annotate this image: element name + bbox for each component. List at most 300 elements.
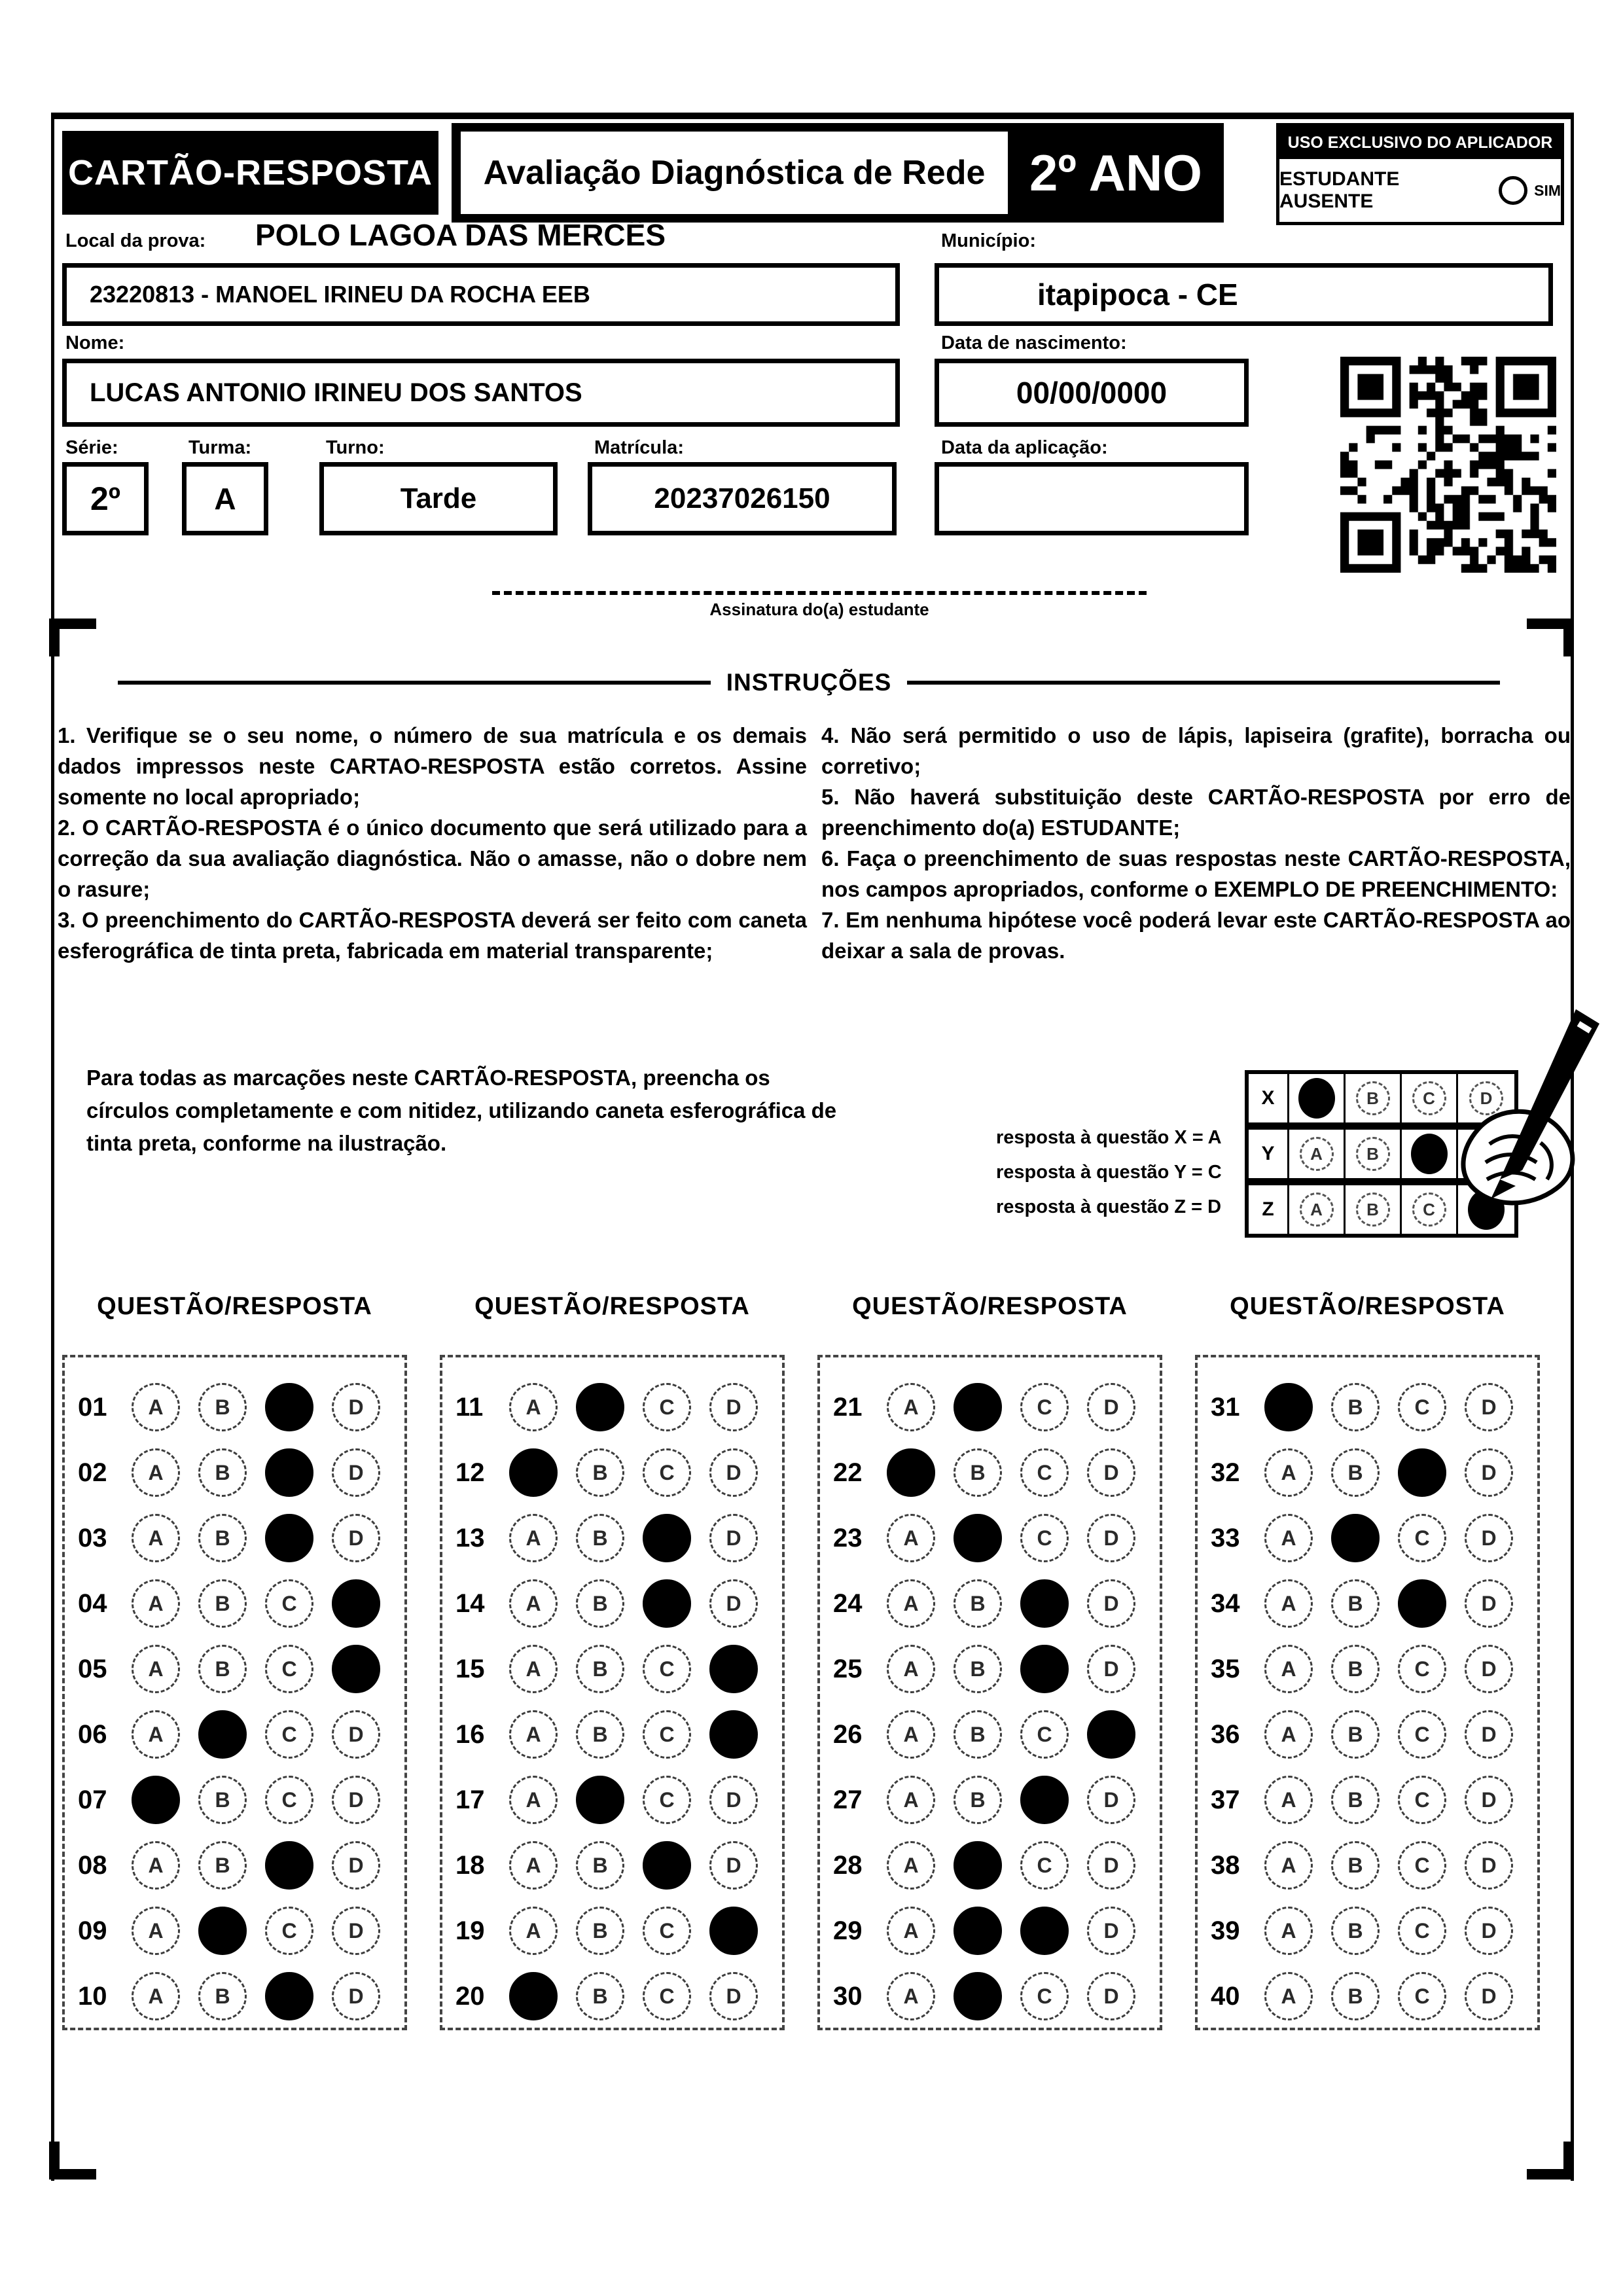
header-band — [452, 123, 1224, 223]
answer-bubble-02-B[interactable]: B — [198, 1448, 247, 1497]
answer-bubble-22-D[interactable]: D — [1087, 1448, 1135, 1497]
question-row-38 — [1198, 1833, 1537, 1898]
answer-bubble-04-A[interactable]: A — [132, 1579, 180, 1628]
answer-bubble-04-B[interactable]: B — [198, 1579, 247, 1628]
answer-bubble-31-B[interactable]: B — [1331, 1383, 1380, 1431]
local-value: POLO LAGOA DAS MERCÊS — [255, 218, 666, 252]
nascimento-field: 00/00/0000 — [935, 359, 1249, 427]
question-row-14 — [442, 1571, 782, 1636]
answer-column-title: QUESTÃO/RESPOSTA — [852, 1293, 1128, 1320]
corner-mark-top-right — [1527, 619, 1574, 656]
question-row-34 — [1198, 1571, 1537, 1636]
question-row-03 — [65, 1505, 404, 1571]
instructions-rule-left — [118, 681, 711, 685]
question-row-11 — [442, 1374, 782, 1440]
answer-grid — [817, 1355, 1162, 2030]
question-number: 34 — [1211, 1588, 1240, 1618]
question-number: 18 — [455, 1850, 485, 1880]
answer-bubble-01-A[interactable]: A — [132, 1383, 180, 1431]
question-number: 15 — [455, 1654, 485, 1683]
example-bubble-X-D: D — [1469, 1081, 1503, 1115]
answer-bubble-05-A[interactable]: A — [132, 1645, 180, 1693]
answer-bubble-07-C[interactable]: C — [265, 1776, 313, 1824]
answer-bubble-25-C[interactable] — [1020, 1645, 1069, 1693]
answer-bubble-26-A[interactable]: A — [887, 1710, 935, 1759]
hand-pen-illustration — [1400, 1008, 1610, 1230]
answer-bubble-25-D[interactable]: D — [1087, 1645, 1135, 1693]
instruction-item-7: 7. Em nenhuma hipótese você poderá levar este CARTÃO-RESPOSTA ao deixar a sala de provas. — [821, 908, 1571, 963]
answer-bubble-29-D[interactable]: D — [1087, 1907, 1135, 1955]
answer-bubble-38-B[interactable]: B — [1331, 1841, 1380, 1890]
answer-bubble-26-D[interactable] — [1087, 1710, 1135, 1759]
question-row-23 — [820, 1505, 1160, 1571]
answer-bubble-05-B[interactable]: B — [198, 1645, 247, 1693]
answer-bubble-40-A[interactable]: A — [1264, 1972, 1313, 2020]
question-row-06 — [65, 1702, 404, 1767]
nascimento-label: Data de nascimento: — [941, 332, 1127, 353]
answer-bubble-15-D[interactable] — [709, 1645, 758, 1693]
student-absent-label: ESTUDANTE AUSENTE — [1279, 168, 1400, 212]
examiner-box — [1276, 123, 1564, 225]
answer-bubble-21-D[interactable]: D — [1087, 1383, 1135, 1431]
question-number: 26 — [833, 1719, 863, 1749]
answer-bubble-21-B[interactable] — [954, 1383, 1002, 1431]
answer-bubble-15-A[interactable]: A — [509, 1645, 558, 1693]
question-row-18 — [442, 1833, 782, 1898]
answer-bubble-06-C[interactable]: C — [265, 1710, 313, 1759]
answer-bubble-07-A[interactable] — [132, 1776, 180, 1824]
question-number: 06 — [78, 1719, 107, 1749]
answer-bubble-36-D[interactable]: D — [1465, 1710, 1513, 1759]
instructions-header — [118, 669, 1500, 696]
municipio-label: Município: — [941, 230, 1036, 251]
answer-bubble-40-C[interactable]: C — [1398, 1972, 1446, 2020]
answer-bubble-07-D[interactable]: D — [332, 1776, 380, 1824]
corner-mark-bottom-left — [49, 2142, 96, 2179]
signature-line[interactable] — [492, 591, 1147, 595]
answer-bubble-17-A[interactable]: A — [509, 1776, 558, 1824]
question-row-17 — [442, 1767, 782, 1833]
example-bubble-Z-C: C — [1412, 1193, 1446, 1227]
answer-bubble-21-C[interactable]: C — [1020, 1383, 1069, 1431]
question-number: 35 — [1211, 1654, 1240, 1683]
answer-column — [817, 1293, 1162, 2030]
answer-bubble-29-A[interactable]: A — [887, 1907, 935, 1955]
question-row-36 — [1198, 1702, 1537, 1767]
example-bubble-Z-B: B — [1356, 1193, 1390, 1227]
answer-bubble-20-A[interactable] — [509, 1972, 558, 2020]
answer-bubble-23-D[interactable]: D — [1087, 1514, 1135, 1562]
answer-bubble-16-C[interactable]: C — [643, 1710, 691, 1759]
municipio-field: itapipoca - CE — [935, 263, 1553, 326]
question-number: 32 — [1211, 1458, 1240, 1487]
examiner-box-title: USO EXCLUSIVO DO APLICADOR — [1279, 126, 1561, 159]
answer-bubble-33-B[interactable] — [1331, 1514, 1380, 1562]
answer-bubble-35-B[interactable]: B — [1331, 1645, 1380, 1693]
answer-column-title: QUESTÃO/RESPOSTA — [474, 1293, 750, 1320]
question-number: 14 — [455, 1588, 485, 1618]
answer-bubble-29-C[interactable] — [1020, 1907, 1069, 1955]
student-absent-yes-label: SIM — [1534, 181, 1561, 199]
answer-bubble-34-B[interactable]: B — [1331, 1579, 1380, 1628]
answer-bubble-13-B[interactable]: B — [576, 1514, 624, 1562]
question-row-21 — [820, 1374, 1160, 1440]
answer-bubble-35-C[interactable]: C — [1398, 1645, 1446, 1693]
question-number: 36 — [1211, 1719, 1240, 1749]
answer-bubble-30-B[interactable] — [954, 1972, 1002, 2020]
answer-bubble-28-A[interactable]: A — [887, 1841, 935, 1890]
answer-bubble-34-C[interactable] — [1398, 1579, 1446, 1628]
answer-bubble-36-B[interactable]: B — [1331, 1710, 1380, 1759]
instruction-item-5: 5. Não haverá substituição deste CARTÃO-RESPOSTA por erro de preenchimento do(a) ESTUDANTE; — [821, 785, 1571, 840]
answer-bubble-01-C[interactable] — [265, 1383, 313, 1431]
turma-field: A — [182, 462, 268, 535]
answer-bubble-24-D[interactable]: D — [1087, 1579, 1135, 1628]
answer-bubble-38-C[interactable]: C — [1398, 1841, 1446, 1890]
answer-bubble-06-A[interactable]: A — [132, 1710, 180, 1759]
answer-bubble-39-B[interactable]: B — [1331, 1907, 1380, 1955]
question-number: 21 — [833, 1392, 863, 1422]
answer-bubble-37-B[interactable]: B — [1331, 1776, 1380, 1824]
answer-bubble-06-B[interactable] — [198, 1710, 247, 1759]
nome-label: Nome: — [65, 332, 125, 353]
instructions-right-column — [821, 720, 1571, 966]
answer-bubble-04-D[interactable] — [332, 1579, 380, 1628]
answer-bubble-23-C[interactable]: C — [1020, 1514, 1069, 1562]
answer-bubble-35-A[interactable]: A — [1264, 1645, 1313, 1693]
answer-bubble-27-D[interactable]: D — [1087, 1776, 1135, 1824]
question-row-27 — [820, 1767, 1160, 1833]
question-row-15 — [442, 1636, 782, 1702]
answer-bubble-32-D[interactable]: D — [1465, 1448, 1513, 1497]
answer-bubble-10-B[interactable]: B — [198, 1972, 247, 2020]
answer-bubble-02-A[interactable]: A — [132, 1448, 180, 1497]
answer-bubble-18-A[interactable]: A — [509, 1841, 558, 1890]
answer-bubble-31-D[interactable]: D — [1465, 1383, 1513, 1431]
example-bubble-Z-A: A — [1300, 1193, 1334, 1227]
instruction-item-4: 4. Não será permitido o uso de lápis, lapiseira (grafite), borracha ou corretivo; — [821, 723, 1571, 778]
question-number: 03 — [78, 1523, 107, 1552]
answer-bubble-07-B[interactable]: B — [198, 1776, 247, 1824]
instruction-item-2: 2. O CARTÃO-RESPOSTA é o único documento que será utilizado para a correção da sua avaliação diagnóstica. Não o amasse, não o dobre nem o rasure; — [58, 816, 807, 901]
example-intro: Para todas as marcações neste CARTÃO-RESPOSTA, preencha os círculos completamente e com nitidez, utilizando caneta esferográfica de tinta preta, conforme na ilustração. — [86, 1066, 837, 1155]
question-row-25 — [820, 1636, 1160, 1702]
question-number: 27 — [833, 1785, 863, 1814]
answer-bubble-27-B[interactable]: B — [954, 1776, 1002, 1824]
question-number: 25 — [833, 1654, 863, 1683]
serie-field: 2º — [62, 462, 149, 535]
example-row-label: Z — [1249, 1185, 1289, 1234]
answer-bubble-19-D[interactable] — [709, 1907, 758, 1955]
question-number: 13 — [455, 1523, 485, 1552]
question-number: 33 — [1211, 1523, 1240, 1552]
answer-bubble-35-D[interactable]: D — [1465, 1645, 1513, 1693]
answer-bubble-30-A[interactable]: A — [887, 1972, 935, 2020]
answer-bubble-17-D[interactable]: D — [709, 1776, 758, 1824]
question-row-32 — [1198, 1440, 1537, 1505]
answer-bubble-11-D[interactable]: D — [709, 1383, 758, 1431]
corner-mark-bottom-right — [1527, 2142, 1574, 2179]
instructions-left-column — [58, 720, 807, 966]
question-number: 16 — [455, 1719, 485, 1749]
instruction-item-6: 6. Faça o preenchimento de suas respostas neste CARTÃO-RESPOSTA, nos campos apropriados, conforme o EXEMPLO DE PREENCHIMENTO: — [821, 846, 1571, 901]
answer-bubble-15-B[interactable]: B — [576, 1645, 624, 1693]
answer-bubble-31-C[interactable]: C — [1398, 1383, 1446, 1431]
answer-bubble-19-A[interactable]: A — [509, 1907, 558, 1955]
answer-bubble-30-D[interactable]: D — [1087, 1972, 1135, 2020]
instruction-item-3: 3. O preenchimento do CARTÃO-RESPOSTA deverá ser feito com caneta esferográfica de tinta preta, fabricada em material transparente; — [58, 908, 807, 963]
answer-bubble-18-B[interactable]: B — [576, 1841, 624, 1890]
grade-badge: 2º ANO — [1029, 143, 1202, 202]
answer-bubble-37-C[interactable]: C — [1398, 1776, 1446, 1824]
answer-bubble-15-C[interactable]: C — [643, 1645, 691, 1693]
answer-bubble-23-A[interactable]: A — [887, 1514, 935, 1562]
answer-bubble-22-C[interactable]: C — [1020, 1448, 1069, 1497]
question-row-24 — [820, 1571, 1160, 1636]
question-number: 11 — [455, 1392, 484, 1422]
answer-bubble-10-A[interactable]: A — [132, 1972, 180, 2020]
answer-bubble-39-A[interactable]: A — [1264, 1907, 1313, 1955]
answer-bubble-30-C[interactable]: C — [1020, 1972, 1069, 2020]
question-row-01 — [65, 1374, 404, 1440]
answer-grid — [440, 1355, 785, 2030]
question-number: 08 — [78, 1850, 107, 1880]
answer-bubble-08-C[interactable] — [265, 1841, 313, 1890]
answer-bubble-09-A[interactable]: A — [132, 1907, 180, 1955]
aplicacao-label: Data da aplicação: — [941, 437, 1108, 458]
answer-bubble-11-C[interactable]: C — [643, 1383, 691, 1431]
answer-bubble-11-A[interactable]: A — [509, 1383, 558, 1431]
question-row-12 — [442, 1440, 782, 1505]
answer-bubble-37-D[interactable]: D — [1465, 1776, 1513, 1824]
answer-bubble-18-C[interactable] — [643, 1841, 691, 1890]
question-number: 12 — [455, 1458, 485, 1487]
answer-bubble-14-A[interactable]: A — [509, 1579, 558, 1628]
answer-bubble-23-B[interactable] — [954, 1514, 1002, 1562]
answer-bubble-03-A[interactable]: A — [132, 1514, 180, 1562]
turma-label: Turma: — [188, 437, 252, 458]
answer-bubble-12-D[interactable]: D — [709, 1448, 758, 1497]
answer-bubble-01-B[interactable]: B — [198, 1383, 247, 1431]
student-absent-bubble[interactable] — [1499, 176, 1527, 205]
answer-bubble-34-D[interactable]: D — [1465, 1579, 1513, 1628]
answer-bubble-36-A[interactable]: A — [1264, 1710, 1313, 1759]
question-row-40 — [1198, 1964, 1537, 2029]
example-legend — [996, 1121, 1222, 1225]
nome-field: LUCAS ANTONIO IRINEU DOS SANTOS — [62, 359, 900, 427]
question-row-02 — [65, 1440, 404, 1505]
answer-column — [440, 1293, 785, 2030]
answer-bubble-17-C[interactable]: C — [643, 1776, 691, 1824]
answers-section — [62, 1293, 1540, 2030]
question-number: 38 — [1211, 1850, 1240, 1880]
question-number: 24 — [833, 1588, 863, 1618]
answer-bubble-12-B[interactable]: B — [576, 1448, 624, 1497]
signature-caption: Assinatura do(a) estudante — [709, 600, 929, 619]
answer-bubble-28-D[interactable]: D — [1087, 1841, 1135, 1890]
answer-bubble-29-B[interactable] — [954, 1907, 1002, 1955]
question-row-08 — [65, 1833, 404, 1898]
answer-bubble-09-D[interactable]: D — [332, 1907, 380, 1955]
answer-bubble-26-C[interactable]: C — [1020, 1710, 1069, 1759]
answer-bubble-08-B[interactable]: B — [198, 1841, 247, 1890]
example-bubble-Y-A: A — [1300, 1137, 1334, 1171]
instruction-item-1: 1. Verifique se o seu nome, o número de sua matrícula e os demais dados impressos neste CARTAO-RESPOSTA estão corretos. Assine somente no local apropriado; — [58, 723, 807, 809]
answer-bubble-34-A[interactable]: A — [1264, 1579, 1313, 1628]
question-row-16 — [442, 1702, 782, 1767]
answer-bubble-01-D[interactable]: D — [332, 1383, 380, 1431]
frame-left-rule — [51, 113, 54, 2181]
answer-bubble-24-C[interactable] — [1020, 1579, 1069, 1628]
answer-bubble-08-D[interactable]: D — [332, 1841, 380, 1890]
answer-bubble-22-A[interactable] — [887, 1448, 935, 1497]
question-row-04 — [65, 1571, 404, 1636]
example-bubble-X-C: C — [1412, 1081, 1446, 1115]
question-number: 23 — [833, 1523, 863, 1552]
answer-bubble-33-D[interactable]: D — [1465, 1514, 1513, 1562]
answer-bubble-11-B[interactable] — [576, 1383, 624, 1431]
frame-top-rule — [51, 113, 1574, 119]
answer-bubble-39-C[interactable]: C — [1398, 1907, 1446, 1955]
question-row-31 — [1198, 1374, 1537, 1440]
question-number: 10 — [78, 1981, 107, 2011]
card-title: CARTÃO-RESPOSTA — [62, 131, 438, 215]
answer-bubble-03-C[interactable] — [265, 1514, 313, 1562]
question-row-10 — [65, 1964, 404, 2029]
answer-bubble-27-C[interactable] — [1020, 1776, 1069, 1824]
question-row-05 — [65, 1636, 404, 1702]
question-row-35 — [1198, 1636, 1537, 1702]
question-number: 02 — [78, 1458, 107, 1487]
answer-bubble-20-B[interactable]: B — [576, 1972, 624, 2020]
answer-bubble-18-D[interactable]: D — [709, 1841, 758, 1890]
corner-mark-top-left — [49, 619, 96, 656]
answer-bubble-32-B[interactable]: B — [1331, 1448, 1380, 1497]
question-number: 22 — [833, 1458, 863, 1487]
assessment-title: Avaliação Diagnóstica de Rede — [461, 132, 1008, 214]
answer-bubble-16-B[interactable]: B — [576, 1710, 624, 1759]
answer-bubble-10-D[interactable]: D — [332, 1972, 380, 2020]
answer-bubble-20-C[interactable]: C — [643, 1972, 691, 2020]
answer-bubble-10-C[interactable] — [265, 1972, 313, 2020]
answer-bubble-37-A[interactable]: A — [1264, 1776, 1313, 1824]
answer-bubble-03-B[interactable]: B — [198, 1514, 247, 1562]
answer-bubble-40-B[interactable]: B — [1331, 1972, 1380, 2020]
answer-bubble-06-D[interactable]: D — [332, 1710, 380, 1759]
answer-bubble-14-D[interactable]: D — [709, 1579, 758, 1628]
answer-bubble-02-C[interactable] — [265, 1448, 313, 1497]
example-row-label: X — [1249, 1074, 1289, 1122]
answer-bubble-09-C[interactable]: C — [265, 1907, 313, 1955]
answer-column-title: QUESTÃO/RESPOSTA — [1230, 1293, 1505, 1320]
answer-bubble-19-B[interactable]: B — [576, 1907, 624, 1955]
question-number: 28 — [833, 1850, 863, 1880]
answer-bubble-28-B[interactable] — [954, 1841, 1002, 1890]
answer-bubble-16-D[interactable] — [709, 1710, 758, 1759]
question-row-19 — [442, 1898, 782, 1964]
matricula-label: Matrícula: — [594, 437, 684, 458]
answer-bubble-13-A[interactable]: A — [509, 1514, 558, 1562]
question-row-07 — [65, 1767, 404, 1833]
question-number: 30 — [833, 1981, 863, 2011]
answer-bubble-31-A[interactable] — [1264, 1383, 1313, 1431]
answer-bubble-04-C[interactable]: C — [265, 1579, 313, 1628]
turno-field: Tarde — [319, 462, 558, 535]
answer-bubble-25-B[interactable]: B — [954, 1645, 1002, 1693]
question-row-37 — [1198, 1767, 1537, 1833]
question-number: 09 — [78, 1916, 107, 1945]
answer-bubble-33-C[interactable]: C — [1398, 1514, 1446, 1562]
answer-bubble-32-A[interactable]: A — [1264, 1448, 1313, 1497]
answer-bubble-16-A[interactable]: A — [509, 1710, 558, 1759]
answer-bubble-38-A[interactable]: A — [1264, 1841, 1313, 1890]
answer-bubble-05-C[interactable]: C — [265, 1645, 313, 1693]
answer-bubble-17-B[interactable] — [576, 1776, 624, 1824]
instructions-body — [58, 720, 1571, 966]
answer-bubble-26-B[interactable]: B — [954, 1710, 1002, 1759]
example-row-label: Y — [1249, 1130, 1289, 1178]
question-number: 29 — [833, 1916, 863, 1945]
answer-bubble-33-A[interactable]: A — [1264, 1514, 1313, 1562]
instructions-title: INSTRUÇÕES — [726, 669, 892, 696]
instructions-rule-right — [907, 681, 1500, 685]
turno-label: Turno: — [326, 437, 385, 458]
answer-bubble-25-A[interactable]: A — [887, 1645, 935, 1693]
answer-bubble-13-C[interactable] — [643, 1514, 691, 1562]
answer-bubble-14-C[interactable] — [643, 1579, 691, 1628]
answer-bubble-36-C[interactable]: C — [1398, 1710, 1446, 1759]
local-label: Local da prova: — [65, 230, 206, 251]
question-row-13 — [442, 1505, 782, 1571]
answer-bubble-22-B[interactable]: B — [954, 1448, 1002, 1497]
example-bubble-X-A — [1298, 1078, 1335, 1119]
question-number: 20 — [455, 1981, 485, 2011]
answer-bubble-13-D[interactable]: D — [709, 1514, 758, 1562]
answer-grid — [1195, 1355, 1540, 2030]
answer-bubble-21-A[interactable]: A — [887, 1383, 935, 1431]
matricula-field: 20237026150 — [588, 462, 897, 535]
question-number: 07 — [78, 1785, 107, 1814]
question-row-30 — [820, 1964, 1160, 2029]
answer-bubble-12-A[interactable] — [509, 1448, 558, 1497]
answer-bubble-40-D[interactable]: D — [1465, 1972, 1513, 2020]
answer-column — [62, 1293, 407, 2030]
question-number: 04 — [78, 1588, 107, 1618]
answer-bubble-24-A[interactable]: A — [887, 1579, 935, 1628]
question-number: 37 — [1211, 1785, 1240, 1814]
answer-bubble-08-A[interactable]: A — [132, 1841, 180, 1890]
answer-bubble-28-C[interactable]: C — [1020, 1841, 1069, 1890]
answer-bubble-14-B[interactable]: B — [576, 1579, 624, 1628]
example-bubble-Y-B: B — [1356, 1137, 1390, 1171]
answer-bubble-19-C[interactable]: C — [643, 1907, 691, 1955]
answer-bubble-39-D[interactable]: D — [1465, 1907, 1513, 1955]
answer-bubble-32-C[interactable] — [1398, 1448, 1446, 1497]
qr-code — [1340, 357, 1556, 573]
answer-bubble-05-D[interactable] — [332, 1645, 380, 1693]
answer-bubble-09-B[interactable] — [198, 1907, 247, 1955]
answer-bubble-12-C[interactable]: C — [643, 1448, 691, 1497]
answer-bubble-38-D[interactable]: D — [1465, 1841, 1513, 1890]
answer-bubble-27-A[interactable]: A — [887, 1776, 935, 1824]
answer-bubble-03-D[interactable]: D — [332, 1514, 380, 1562]
answer-column-title: QUESTÃO/RESPOSTA — [97, 1293, 372, 1320]
answer-bubble-20-D[interactable]: D — [709, 1972, 758, 2020]
question-number: 31 — [1211, 1392, 1240, 1422]
question-row-26 — [820, 1702, 1160, 1767]
answer-bubble-02-D[interactable]: D — [332, 1448, 380, 1497]
answer-bubble-24-B[interactable]: B — [954, 1579, 1002, 1628]
